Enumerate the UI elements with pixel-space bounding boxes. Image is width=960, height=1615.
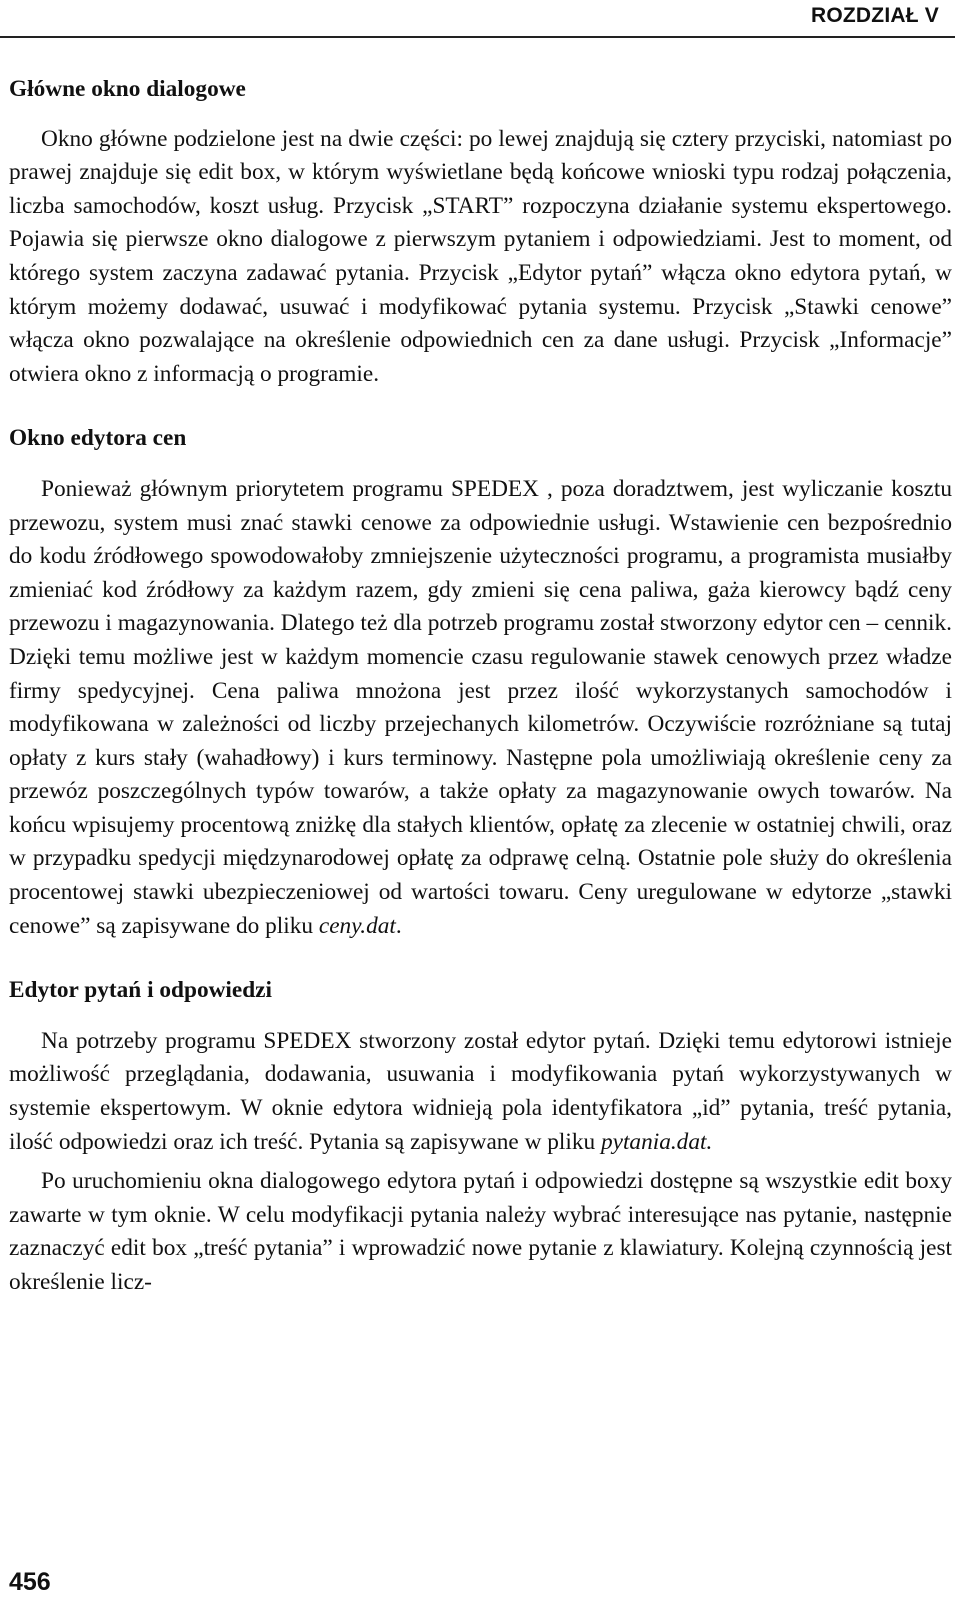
filename-text: ceny.dat xyxy=(318,912,396,939)
section-title-question-editor: Edytor pytań i odpowiedzi xyxy=(9,977,272,1004)
section-paragraph xyxy=(9,473,952,943)
section-paragraph xyxy=(9,1165,952,1299)
section-paragraph xyxy=(9,1025,952,1159)
paragraph-text: . xyxy=(395,912,402,939)
paragraph-text: Ponieważ głównym priorytetem programu SPEDEX , poza doradztwem, jest wyliczanie kosztu przewozu, system musi znać stawki cenowe za odpowiednie usługi. Wstawienie cen bezpośrednio do kodu źródłowego spowodowałoby zmniejszenie użyteczności programu, a programista musiałby zmieniać kod źródłowy za każdym razem, gdy zmieni się cena paliwa, gaża kierowcy bądź ceny przewozu i magazynowania. Dlatego też dla potrzeb programu został stworzony edytor cen – cennik. Dzięki temu możliwe jest w każdym momencie czasu regulowanie stawek cenowych przez władze firmy spedycyjnej. Cena paliwa mnożona jest przez ilość wykorzystanych samochodów i modyfikowana w zależności od liczby przejechanych kilometrów. Oczywiście rozróżniane są tutaj opłaty z kurs stały (wahadłowy) i kurs terminowy. Następne pola umożliwiają określenie ceny za przewóz poszczególnych typów towarów, a także opłaty za magazynowanie owych towarów. Na końcu wpisujemy procentową zniżkę dla stałych klientów, opłatę za zlecenie w ostatniej chwili, oraz w przypadku spedycji międzynarodowej opłatę za odprawę celną. Ostatnie pole służy do określenia procentowej stawki ubezpieczeniowej od wartości towaru. Ceny uregulowane w edytorze „stawki cenowe” są zapisywane do pliku xyxy=(9,475,952,939)
paragraph-text: Na potrzeby programu SPEDEX stworzony został edytor pytań. Dzięki temu edytorowi istnieje możliwość przeglądania, dodawania, usuwania i modyfikowania pytań wykorzystywanych w systemie ekspertowym. W oknie edytora widnieją pola identyfikatora „id” pytania, treść pytania, ilość odpowiedzi oraz ich treść. Pytania są zapisywane w pliku xyxy=(9,1027,952,1155)
section-title-main-dialog: Główne okno dialogowe xyxy=(9,76,246,102)
page-number: 456 xyxy=(9,1568,51,1596)
page-body xyxy=(9,73,952,1300)
section-title-price-editor: Okno edytora cen xyxy=(9,425,187,452)
filename-text: pytania.dat. xyxy=(600,1128,713,1155)
chapter-header xyxy=(0,0,955,38)
paragraph-text: Okno główne podzielone jest na dwie części: po lewej znajdują się cztery przyciski, natomiast po prawej znajduje się edit box, w którym wyświetlane będą końcowe wnioski typu rodzaj połączenia, liczba samochodów, koszt usług. Przycisk „START” rozpoczyna działanie systemu ekspertowego. Pojawia się pierwsze okno dialogowe z pierwszym pytaniem i odpowiedziami. Jest to moment, od którego system zaczyna zadawać pytania. Przycisk „Edytor pytań” włącza okno edytora pytań, w którym możemy dodawać, usuwać i modyfikować pytania systemu. Przycisk „Stawki cenowe” włącza okno pozwalające na określenie odpowiednich cen za dane usługi. Przycisk „Informacje” otwiera okno z informacją o programie. xyxy=(9,125,952,387)
chapter-title: ROZDZIAŁ V xyxy=(811,4,939,27)
paragraph-text: Po uruchomieniu okna dialogowego edytora pytań i odpowiedzi dostępne są wszystkie edit boxy zawarte w tym oknie. W celu modyfikacji pytania należy wybrać interesujące nas pytanie, następnie zaznaczyć edit box „treść pytania” i wprowadzić nowe pytanie z klawiatury. Kolejną czynnością jest określenie licz- xyxy=(9,1168,952,1295)
section-paragraph xyxy=(9,123,952,392)
